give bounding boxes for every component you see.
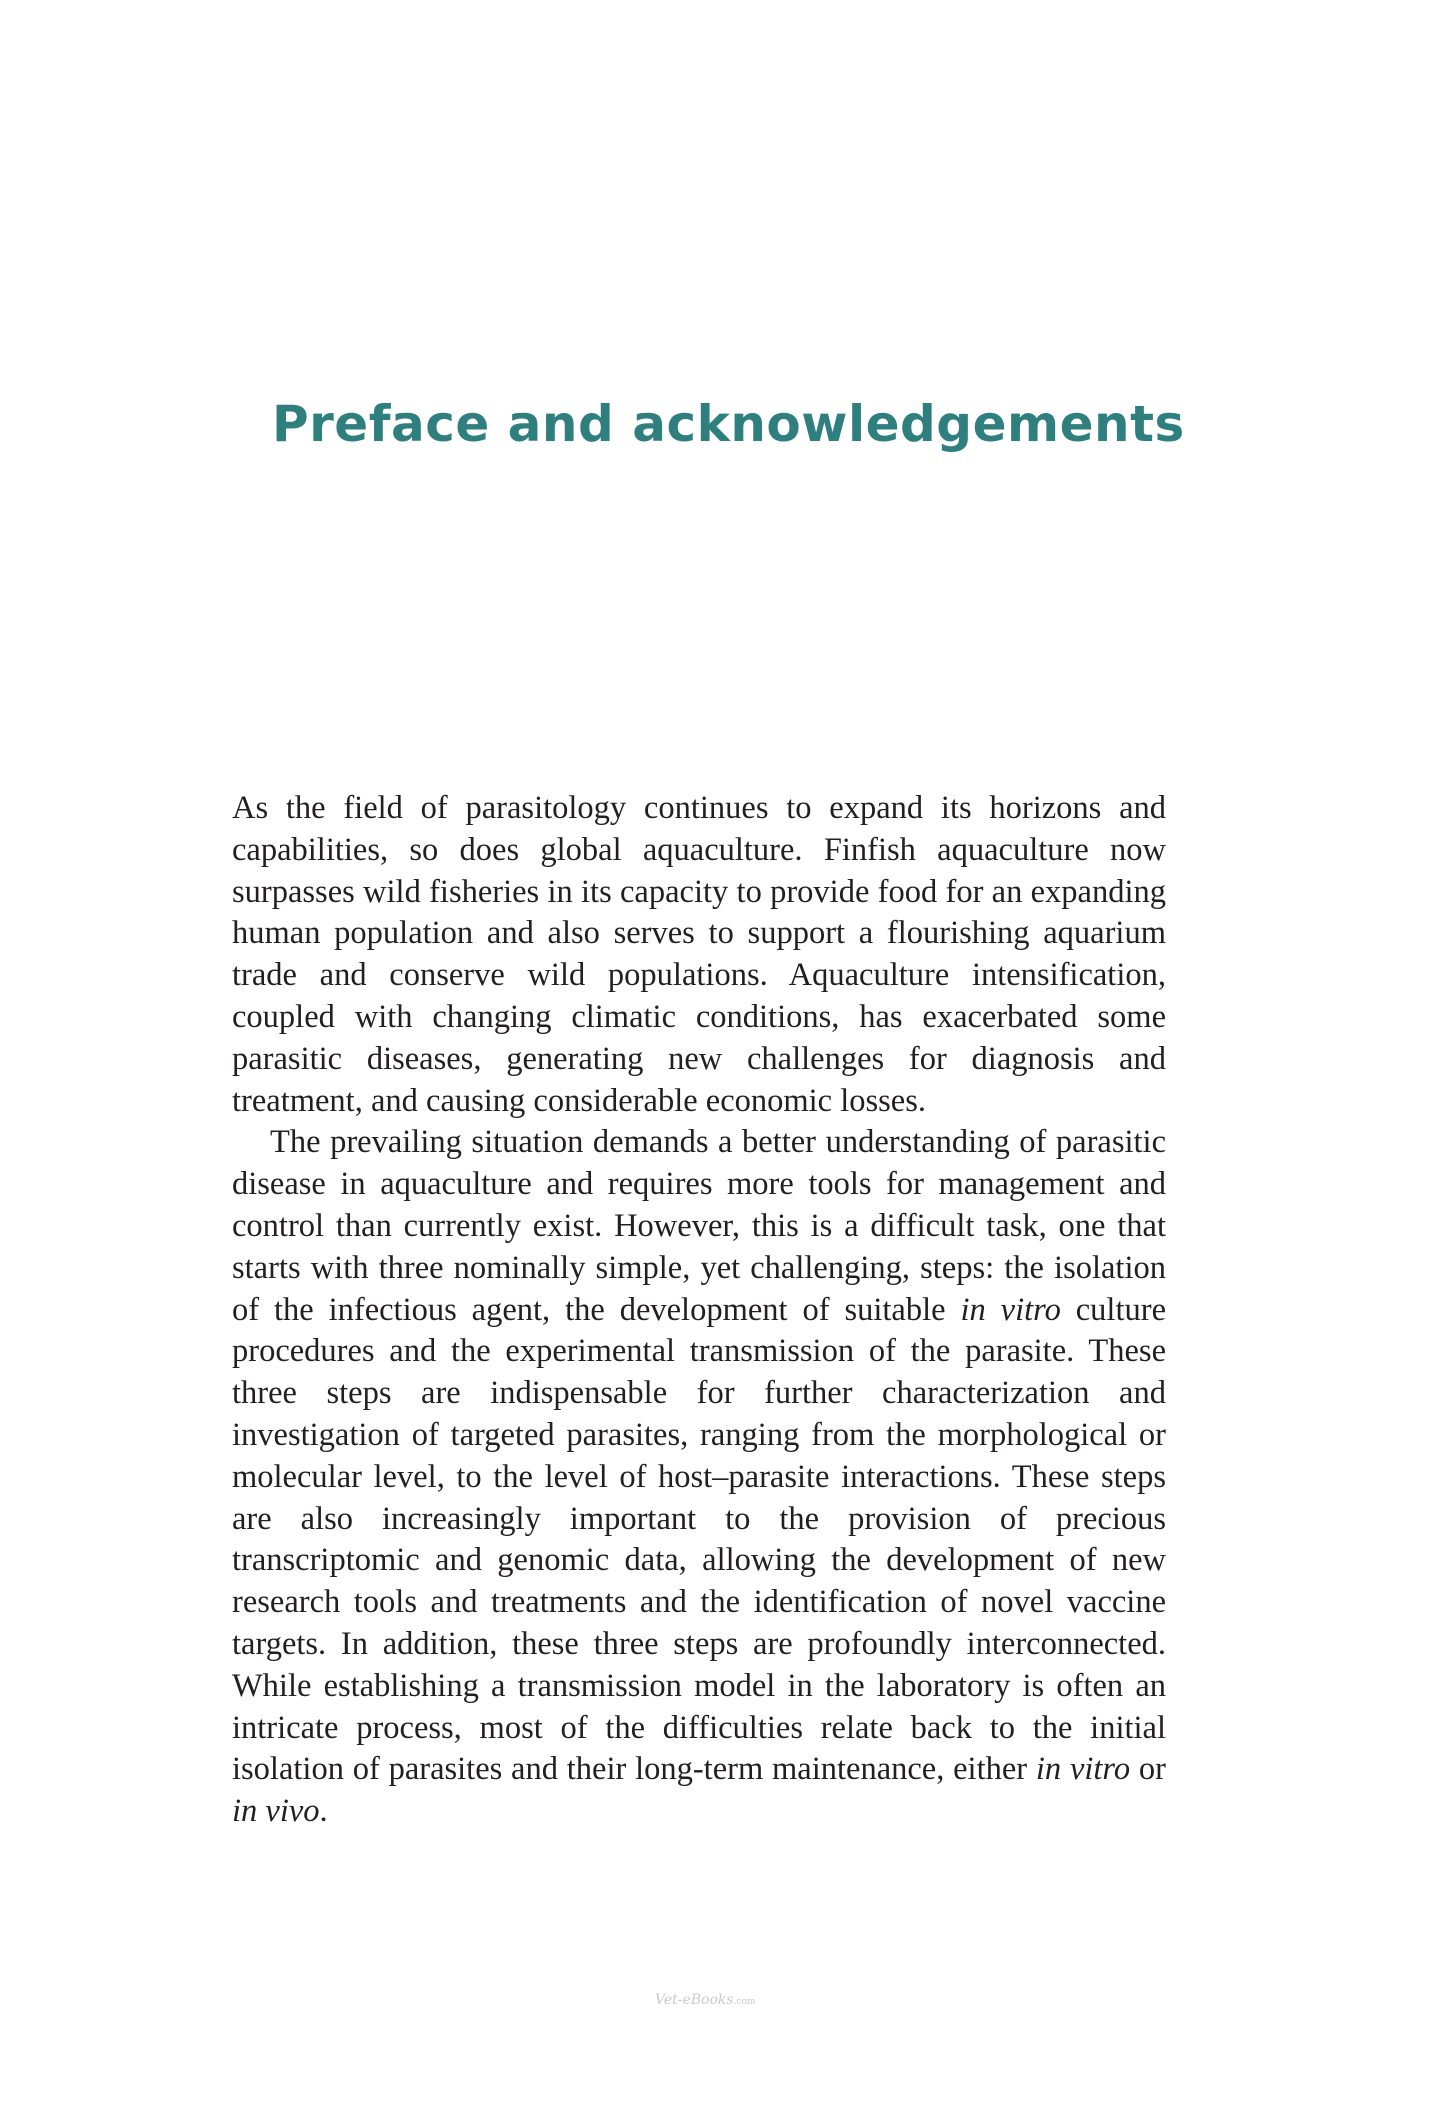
paragraph-2-text-b: culture procedures and the experimental transmission of the parasite. These three steps are indispensable for further characterization and investigation of targeted parasites, ranging from the morphological or molecular level, to the level of host–parasite interactions. These steps are also increasingly important to the provision of precious transcriptomic and genomic data, allowing the development of new research tools and treatments and the identification of novel vaccine targets. In addition, these three steps are profoundly interconnected. While establishing a transmission model in the laboratory is often an intricate process, most of the difficulties relate back to the initial isolation of parasites and their long-term maintenance, either [232,1291,1166,1788]
preface-body [232,788,1166,1833]
italic-term-in-vivo: in vivo [232,1793,320,1830]
watermark-suffix: .com [733,1997,756,2007]
page-title: Preface and acknowledgements [272,395,1185,453]
paragraph-2-text-c: or [1130,1751,1166,1788]
paragraph-1 [232,788,1166,1122]
paragraph-2-text-d: . [319,1793,328,1830]
italic-term-in-vitro: in vitro [960,1291,1061,1328]
watermark-main: Vet-eBooks [655,1992,734,2008]
paragraph-2-text-a: The prevailing situation demands a better understanding of parasitic disease in aquaculture and requires more tools for management and control than currently exist. However, this is a difficult task, one that starts with three nominally simple, yet challenging, steps: the isolation of the infectious agent, the development of suitable [232,1124,1166,1328]
paragraph-2 [232,1122,1166,1833]
italic-term-in-vitro: in vitro [1035,1751,1131,1788]
watermark-logo [655,1992,755,2008]
paragraph-1-text: As the field of parasitology continues to expand its horizons and capabilities, so does global aquaculture. Finfish aquaculture now surpasses wild fisheries in its capacity to provide food for an expanding human population and also serves to support a flourishing aquarium trade and conserve wild populations. Aquaculture intensification, coupled with changing climatic conditions, has exacerbated some parasitic diseases, generating new challenges for diagnosis and treatment, and causing considerable economic losses. [232,790,1166,1119]
